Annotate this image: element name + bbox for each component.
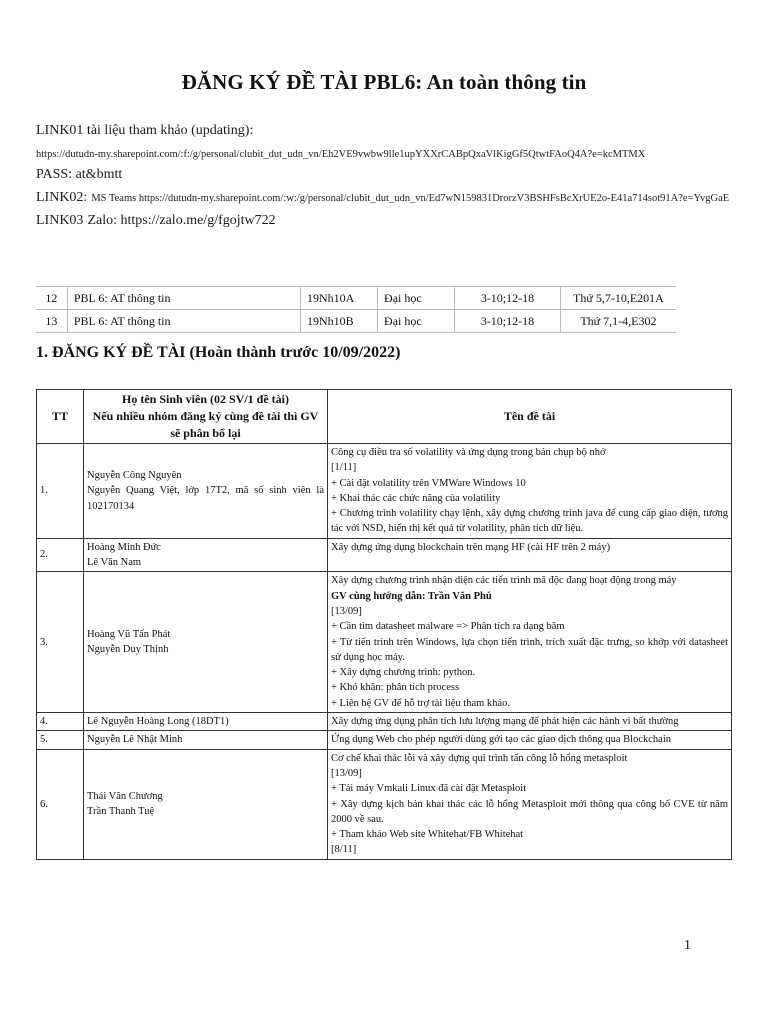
class-name: PBL 6: AT thông tin xyxy=(67,310,300,333)
topic-line: + Tải máy Vmkali Linux đã cài đặt Metasploit xyxy=(331,783,527,795)
topic-line: [13/09] xyxy=(331,605,362,617)
student-name: Lê Nguyễn Hoàng Long (18DT1) xyxy=(87,716,229,728)
topic-line: + Xây dựng chương trình: python. xyxy=(331,667,476,679)
section-title: 1. ĐĂNG KÝ ĐỀ TÀI (Hoàn thành trước 10/09/2022) xyxy=(36,344,401,361)
row-number: 6. xyxy=(37,749,84,859)
topic-line: Xây dựng ứng dụng phân tích lưu lượng mạng để phát hiện các hành vi bất thường xyxy=(331,716,679,728)
class-row xyxy=(36,310,676,333)
registration-table xyxy=(36,389,732,860)
student-name: Nguyễn Công Nguyên xyxy=(87,469,182,481)
topic-line: Cơ chế khai thác lỗi và xây dựng qui trình tấn công lỗ hổng metasploit xyxy=(331,752,628,764)
row-students xyxy=(84,444,328,539)
student-name: Lê Văn Nam xyxy=(87,557,142,569)
topic-line: + Từ tiến trình trên Windows, lựa chọn tiến trình, trích xuất đặc trưng, so khớp với datasheet sử dụng học máy. xyxy=(331,636,728,663)
class-row xyxy=(36,287,676,310)
topic-line: + Liên hệ GV để hỗ trợ tài liệu tham khảo. xyxy=(331,697,510,709)
table-row xyxy=(37,731,732,749)
row-number: 4. xyxy=(37,713,84,731)
row-number: 3. xyxy=(37,572,84,713)
topic-line: + Khó khăn: phân tích process xyxy=(331,682,460,694)
class-num: 13 xyxy=(36,310,67,333)
topic-line: Xây dựng ứng dụng blockchain trên mạng HF (cài HF trên 2 máy) xyxy=(331,541,611,553)
row-topic xyxy=(328,713,732,731)
student-name: Nguyễn Duy Thịnh xyxy=(87,644,169,656)
header-students xyxy=(84,390,328,444)
links-block xyxy=(36,122,736,230)
header-topic: Tên đề tài xyxy=(328,390,732,444)
class-level: Đại học xyxy=(378,287,455,310)
row-students xyxy=(84,572,328,713)
topic-line: [8/11] xyxy=(331,844,357,856)
class-time: Thứ 5,7-10,E201A xyxy=(560,287,676,310)
topic-line: + Tham khảo Web site Whitehat/FB Whitehat xyxy=(331,829,524,841)
class-weeks: 3-10;12-18 xyxy=(455,310,561,333)
row-topic xyxy=(328,572,732,713)
table-row xyxy=(37,713,732,731)
student-name: Trần Thanh Tuệ xyxy=(87,806,155,818)
link01-label: LINK01 tài liệu tham khảo (updating): xyxy=(36,123,254,138)
row-topic xyxy=(328,749,732,859)
class-weeks: 3-10;12-18 xyxy=(455,287,561,310)
row-number: 5. xyxy=(37,731,84,749)
class-num: 12 xyxy=(36,287,67,310)
table-row xyxy=(37,572,732,713)
topic-line: Xây dựng chương trình nhận diện các tiến trình mã độc đang hoạt động trong máy xyxy=(331,575,677,587)
table-row xyxy=(37,444,732,539)
table-row xyxy=(37,538,732,572)
class-time: Thứ 7,1-4,E302 xyxy=(560,310,676,333)
topic-line: + Cài đặt volatility trên VMWare Windows 10 xyxy=(331,477,526,489)
document-title: ĐĂNG KÝ ĐỀ TÀI PBL6: An toàn thông tin xyxy=(181,70,587,94)
topic-line: + Cần tìm datasheet malware => Phân tích ra dạng băm xyxy=(331,621,565,633)
row-topic xyxy=(328,731,732,749)
row-topic xyxy=(328,538,732,572)
topic-line: + Chương trình volatility chạy lệnh, xây dựng chương trình java để cung cấp giao diện, tương tác với NSD, hiển thị kết quả từ volatility, phân tích dữ liệu. xyxy=(331,508,728,535)
link03-text[interactable]: Zalo: https://zalo.me/g/fgojtw722 xyxy=(87,213,276,228)
topic-line: Ứng dụng Web cho phép người dùng gởi tạo các giao dịch thông qua Blockchain xyxy=(331,734,671,746)
topic-line: [13/09] xyxy=(331,767,362,779)
topic-line: GV cùng hướng dẫn: Trần Văn Phú xyxy=(331,590,492,602)
student-name: Hoàng Minh Đức xyxy=(87,541,161,553)
topic-line: + Khai thác các chức năng của volatility xyxy=(331,492,501,504)
row-students xyxy=(84,538,328,572)
row-number: 1. xyxy=(37,444,84,539)
page-number: 1 xyxy=(684,938,691,953)
class-name: PBL 6: AT thông tin xyxy=(67,287,300,310)
link03-line xyxy=(36,211,736,230)
header-students-line1: Họ tên Sinh viên (02 SV/1 đề tài) xyxy=(121,392,289,406)
student-name: Nguyễn Lê Nhật Minh xyxy=(87,734,183,746)
row-students xyxy=(84,749,328,859)
link02-text[interactable]: MS Teams https://dutudn-my.sharepoint.com/:w:/g/personal/clubit_dut_udn_vn/Ed7wN159831DrorzV3BSHFsBcXrUE2o-E41a714sot91A?e=YvgGaE xyxy=(91,193,730,204)
class-schedule-table xyxy=(36,286,676,333)
row-topic xyxy=(328,444,732,539)
student-name: Nguyễn Quang Việt, lớp 17T2, mã số sinh viên là 102170134 xyxy=(87,485,324,512)
link01-url[interactable]: https://dutudn-my.sharepoint.com/:f:/g/personal/clubit_dut_udn_vn/Eh2VE9vwbw9lle1upYXXrCABpQxaVlKigGf5QtwtFAoQ4A?e=kcMTMX xyxy=(36,149,646,160)
student-name: Hoàng Vũ Tấn Phát xyxy=(87,628,171,640)
class-group: 19Nh10A xyxy=(301,287,378,310)
header-tt: TT xyxy=(37,390,84,444)
header-students-line2: Nếu nhiều nhóm đăng ký cùng đề tài thì GV sẽ phân bổ lại xyxy=(92,409,319,440)
link02-line xyxy=(36,188,736,207)
class-group: 19Nh10B xyxy=(301,310,378,333)
topic-line: [1/11] xyxy=(331,462,357,474)
topic-line: Công cụ điều tra số volatility và ứng dụng trong bản chụp bộ nhớ xyxy=(331,447,606,458)
pass-text: PASS: at&bmtt xyxy=(36,167,123,182)
row-students xyxy=(84,713,328,731)
table-row xyxy=(37,749,732,859)
student-name: Thái Văn Chương xyxy=(87,790,163,802)
row-students xyxy=(84,731,328,749)
link03-label: LINK03 xyxy=(36,213,84,228)
class-level: Đại học xyxy=(378,310,455,333)
table-header-row xyxy=(37,390,732,444)
topic-line: + Xây dựng kịch bản khai thác các lỗ hổng Metasploit mới thông qua công bố CVE từ năm 2000 về sau. xyxy=(331,798,728,825)
link02-label: LINK02: xyxy=(36,190,88,205)
row-number: 2. xyxy=(37,538,84,572)
